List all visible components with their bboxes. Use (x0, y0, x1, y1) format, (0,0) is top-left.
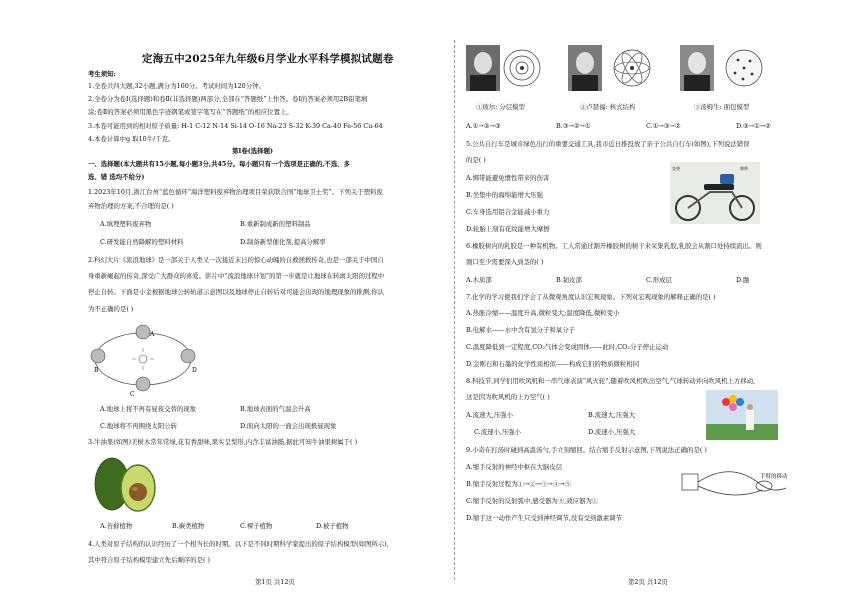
seat-label: 坐垫 (672, 166, 680, 171)
notice-line: 涂;卷Ⅱ的答案必须用黑色字迹钢笔或签字笔写在“答题纸”的相应位置上。 (88, 108, 293, 116)
question-stem: 身重新崛起的传奇,深受广大群众的喜爱。影片中“流浪地球计划”的第一步就是让地球在转离太阳的过程中 (88, 272, 385, 280)
option-d[interactable]: D.制备新型催化剂,提高分解率 (240, 238, 326, 246)
earth-icon (136, 377, 150, 391)
option-c[interactable]: C.流速小,压强小 (474, 428, 522, 436)
earth-icon (136, 325, 150, 339)
option-b[interactable]: B.蕨类植物 (172, 522, 205, 530)
arm-movement-label: 手臂的移动 (760, 474, 788, 480)
option-c[interactable]: C.形成层 (646, 276, 672, 284)
question-stem: 8.科技节,同学们用吹风机和一串气球表演“风火轮”,随着吹风机吹出空气,气球转动并向吹风机上方移动, (466, 377, 756, 385)
option-d[interactable]: D.面向太阳的一面会出现极昼现象 (240, 422, 337, 430)
option-a[interactable]: A.苔藓植物 (100, 522, 133, 530)
question-stem: 这是因为吹风机的上方空气( ) (466, 393, 550, 401)
option-b[interactable]: B.电解水——水中含有氢分子和氧分子 (466, 326, 575, 334)
option-a[interactable]: A.绑带能避免惯性带来的伤害 (466, 174, 550, 182)
option-c[interactable]: C.地球将不再围绕太阳公转 (100, 422, 177, 430)
option-c[interactable]: C.研发能自然降解的塑料材料 (100, 238, 184, 246)
option-c[interactable]: C.温度降低到一定程度,CO₂气体会变成固体——此时,CO₂分子停止运动 (466, 343, 669, 351)
rutherford-portrait (568, 45, 658, 97)
page-title: 定海五中2025年九年级6月学业水平科学模拟试题卷 (142, 53, 394, 65)
figure-caption: ②卢瑟福: 核式结构 (580, 103, 636, 111)
notice-line: 3.本卷可能用到的相对原子质量: H-1 C-12 N-14 Si-14 O-16 Na-23 S-32 K-39 Ca-40 Fe-56 Cu-64 (88, 122, 383, 130)
option-c[interactable]: C.车身选用铝合金能减小重力 (466, 208, 550, 216)
earth-orbit-diagram (88, 322, 208, 397)
option-b[interactable]: B.坐垫中的海绵能增大压强 (466, 191, 544, 199)
option-d[interactable]: D.流速小,压强大 (588, 428, 636, 436)
bicycle-photo (670, 162, 760, 224)
option-d[interactable]: D.金刚石和石墨的化学性质相似——构成它们的物质微粒相同 (466, 360, 640, 368)
part-instructions: 一、选择题(本大题共有15小题,每小题3分,共45分。每小题只有一个选项是正确的,不选、多 (88, 160, 350, 168)
question-stem: 5.公共自行车是城市绿色出行的重要交通工具,我市近日推投放了亲子公共自行车(如图),下列说法错误 (466, 140, 750, 148)
orbit-label-b: B (94, 367, 99, 374)
option-c[interactable]: C.缩手反射的反射弧中,感受器为⑤,效应器为① (466, 497, 599, 505)
earth-icon (181, 349, 195, 363)
orbit-label-d: D (192, 367, 197, 374)
question-stem: 的是( ) (466, 156, 486, 164)
question-stem: 停止自转。下面是小金根据地球公转轨道示意图以及地球停止自转后对可能会出现的地理现象的推测,你认 (88, 288, 384, 296)
notice-line: 4.本卷计算中g 取10牛/千克。 (88, 135, 175, 143)
option-a[interactable]: A.填埋塑料废弃物 (100, 220, 152, 228)
question-stem: 4.人类对原子结构的认识经历了一个相当长的时期。以下是不同时期科学家提出的原子结构模型(如图所示), (88, 540, 389, 548)
question-stem: 7.化学的学习使我们学会了从微观角度认识宏观现象。下列对宏观现象的解释正确的是( ) (466, 293, 716, 301)
option-b[interactable]: B.③→②→① (556, 122, 591, 130)
option-a[interactable]: A.木质部 (466, 276, 492, 284)
question-stem: 其中符合原子结构模型建立先后顺序的是( ) (88, 556, 211, 564)
part-instructions: 选、错 选均不给分) (88, 173, 145, 181)
option-b[interactable]: B.韧皮部 (556, 276, 582, 284)
notice-line: 1.全卷共四大题,32小题,满分为160分。考试时间为120分钟。 (88, 82, 265, 90)
option-a[interactable]: A.流速大,压强小 (466, 411, 514, 419)
page-number: 第1页 共12页 (255, 578, 295, 586)
option-d[interactable]: D.缩手这一动作产生只受到神经调节,没有受到激素调节 (466, 514, 622, 522)
option-b[interactable]: B.重新制成新的塑料制品 (240, 220, 311, 228)
right-page (458, 0, 860, 608)
option-a[interactable]: A.缩手反射的神经中枢在大脑皮层 (466, 463, 563, 471)
question-stem: 6.橡胶树内的乳胶是一种有机物。工人常通过割开橡胶树的树干来采集乳胶,乳胶会从割口处持续流出。则 (466, 242, 762, 250)
option-a[interactable]: A.地球上将不再有昼夜交替的现象 (100, 405, 197, 413)
question-stem: 9.小奇在打汤时碰到高温汤勺,手立刻缩回。结合缩手反射示意图,下列说法正确的是( ) (466, 446, 707, 454)
option-d[interactable]: D.③→①→② (736, 122, 771, 130)
figure-caption: ①玻尔: 分层模型 (476, 103, 525, 111)
option-b[interactable]: B.缩手反射过程为①→②→③→④→⑤ (466, 480, 571, 488)
question-stem: 为不正确的是( ) (88, 305, 134, 313)
option-d[interactable]: D.髓 (736, 276, 750, 284)
notice-line: 2.全卷分为卷Ⅰ(选择题)和卷Ⅱ(非选择题)两部分,全部在“答题纸”上作答。卷Ⅰ的答案必须用2B铅笔填 (88, 95, 368, 103)
option-c[interactable]: C.①→③→② (646, 122, 681, 130)
thomson-portrait (680, 45, 770, 97)
question-stem: 3.牛油果(如图)美树木常年常绿,花有香甜味,果实呈梨形,内含丰富油脂,据此可知牛油果树属于( ) (88, 438, 358, 446)
option-d[interactable]: D.被子植物 (316, 522, 349, 530)
option-a[interactable]: A.热胀冷缩——温度升高,微粒变大;温度降低,微粒变小 (466, 309, 620, 317)
question-stem: 2.科幻大片《流浪地球》是一部关于人类又一次接近末日的惊心动魄的自救拯救传奇,也是一部关于中国自 (88, 256, 384, 264)
strap-label: 绑带 (740, 166, 748, 171)
earth-icon (91, 349, 105, 363)
bohr-portrait (466, 45, 538, 97)
avocado-image (92, 452, 162, 514)
question-stem: 弃物治理的方案,不合理的是( ) (88, 202, 174, 210)
option-d[interactable]: D.轮胎上刻有花纹能增大摩擦 (466, 225, 550, 233)
option-c[interactable]: C.裸子植物 (240, 522, 273, 530)
orbit-label-c: C (130, 391, 135, 398)
question-stem: 割口至少需要深入到茎的( ) (466, 258, 544, 266)
option-b[interactable]: B.地球表面的气温会升高 (240, 405, 311, 413)
notice-heading: 考生须知: (88, 70, 116, 78)
reflex-arc-diagram (680, 466, 790, 506)
page-divider (454, 40, 455, 580)
balloon-photo (706, 390, 778, 440)
page-number: 第2页 共12页 (628, 578, 668, 586)
orbit-label-a: A (150, 331, 155, 338)
option-b[interactable]: B.流速大,压强大 (588, 411, 636, 419)
option-a[interactable]: A.①→②→③ (466, 122, 501, 130)
figure-caption: ③汤姆生: 面包模型 (694, 103, 750, 111)
section-heading: 第Ⅰ卷(选择题) (232, 147, 273, 155)
question-stem: 1.2023年10月,浙江台州“蓝色循环”海洋塑料废弃物治理项目荣获联合国“地球卫士奖”。下列关于塑料废 (88, 188, 383, 196)
